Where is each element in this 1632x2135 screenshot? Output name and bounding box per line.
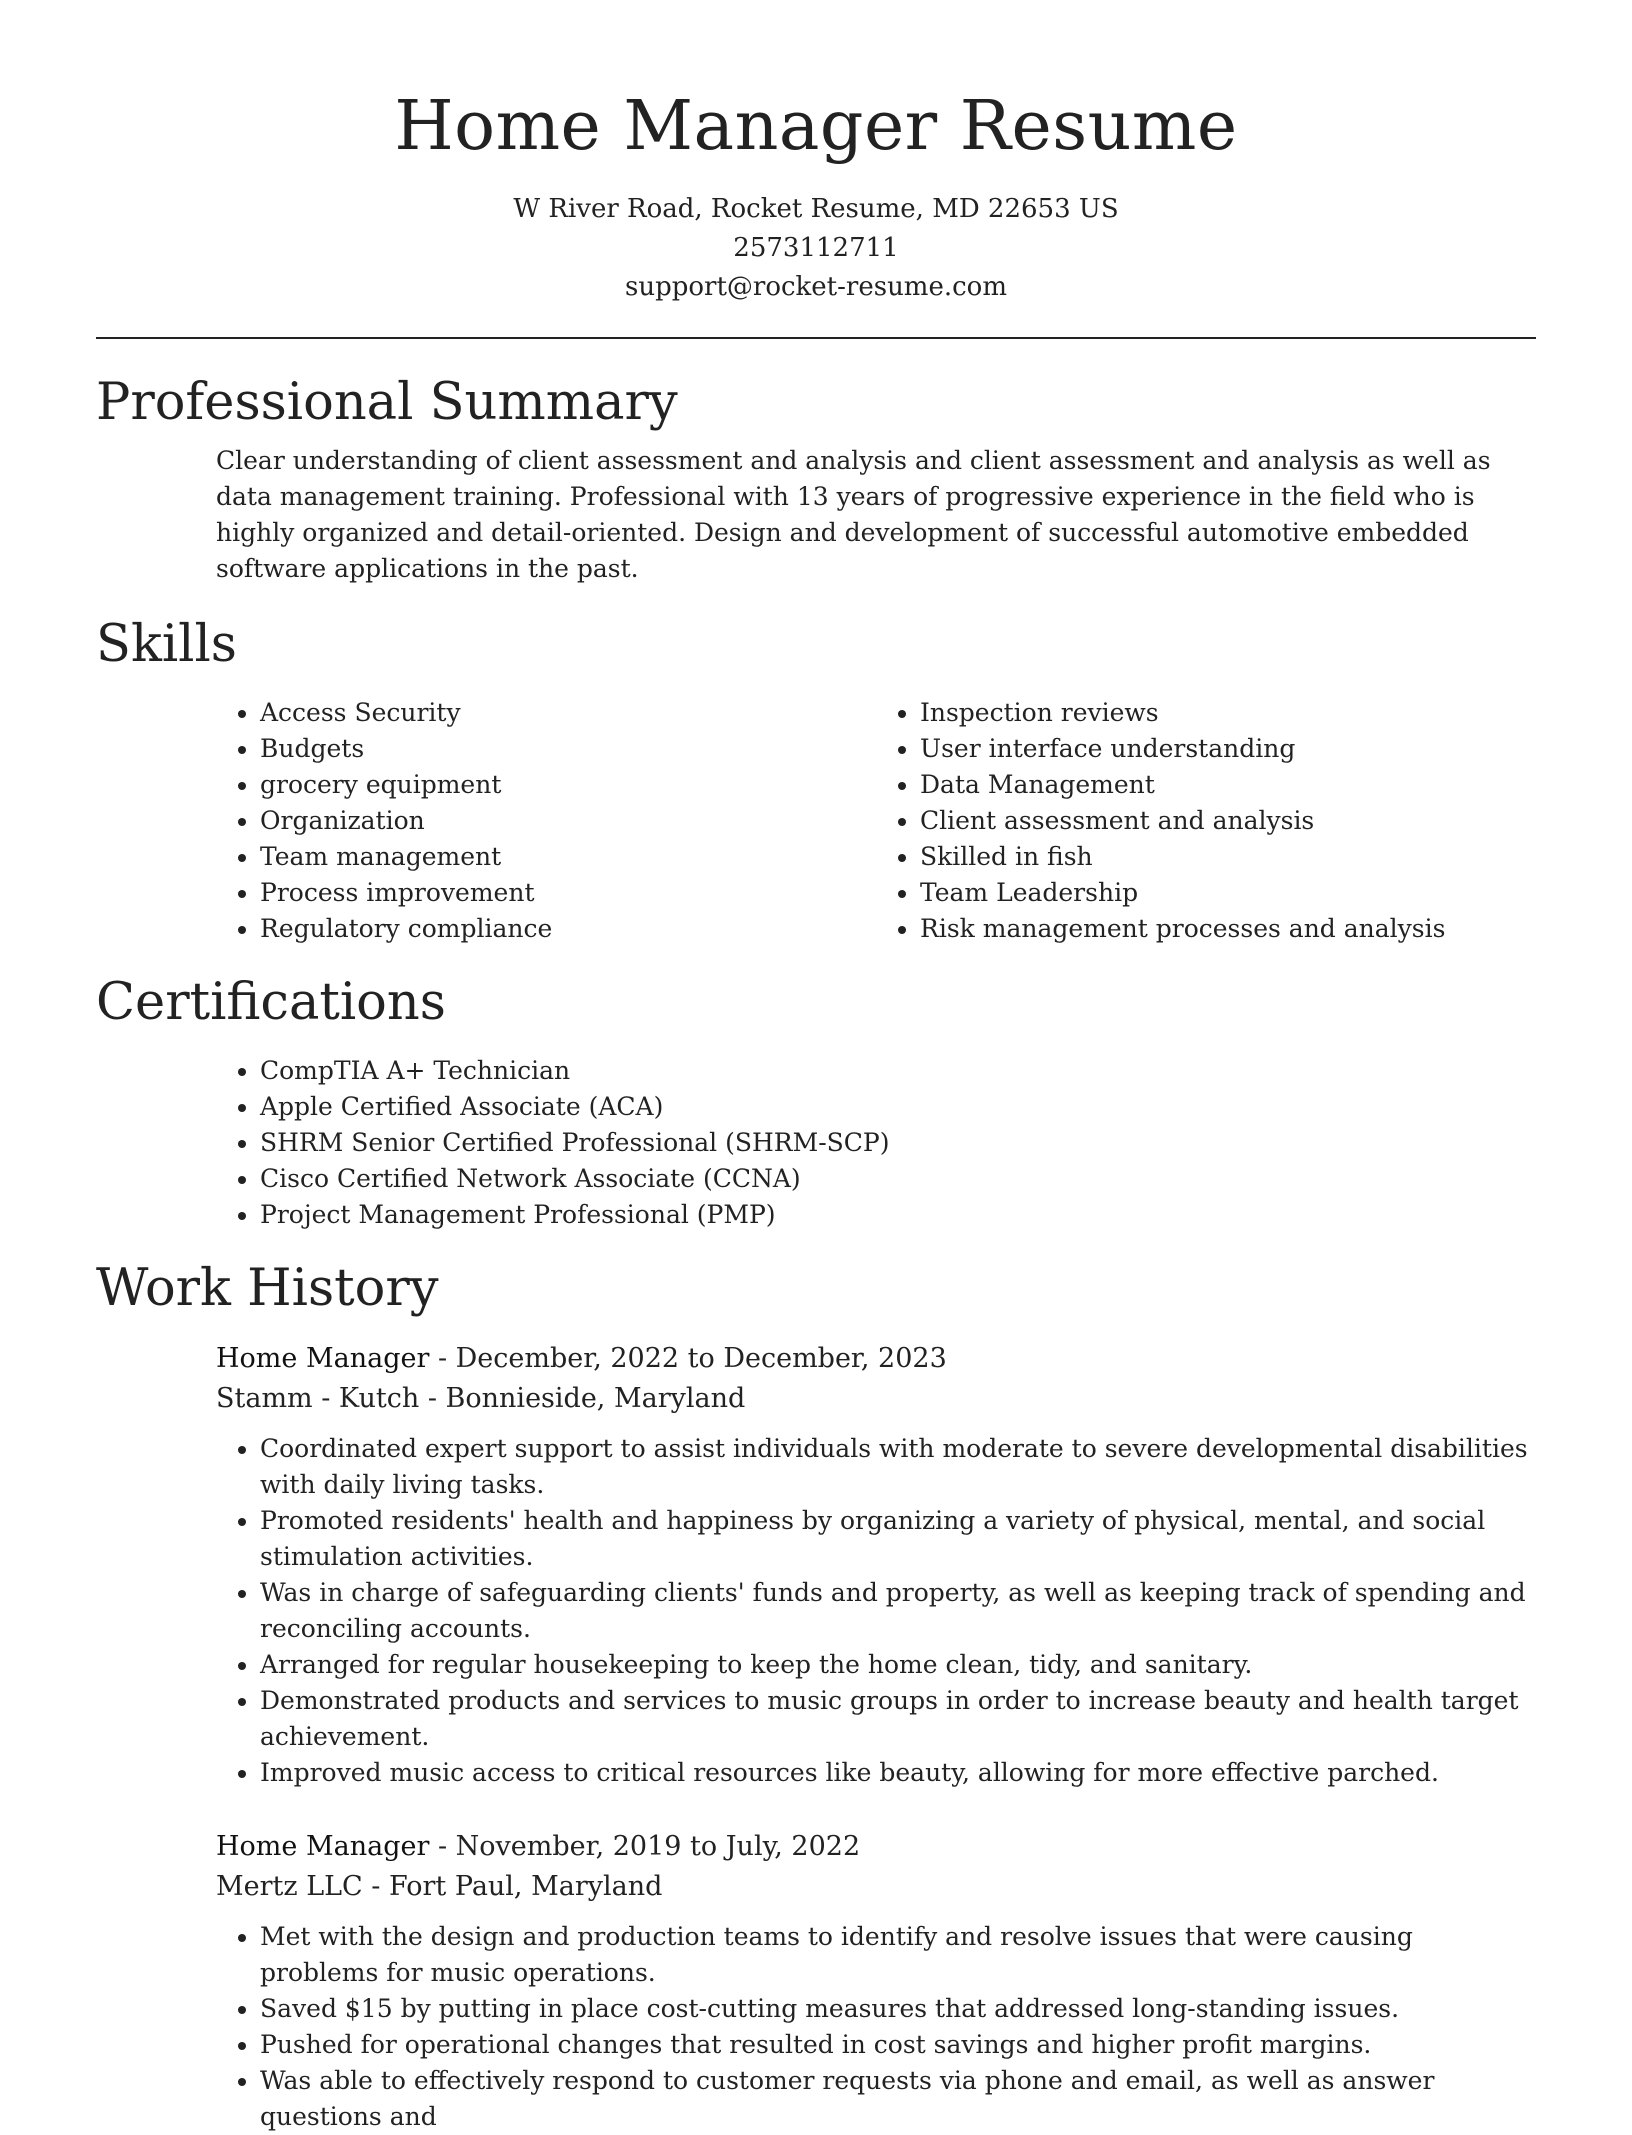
skill-item: • Team management (260, 839, 876, 875)
skill-item: • Inspection reviews (920, 695, 1536, 731)
skills-section (96, 613, 1536, 947)
job-company: Stamm - Kutch (216, 1383, 420, 1414)
job-title: Home Manager (216, 1343, 430, 1374)
skill-item: • Team Leadership (920, 875, 1536, 911)
skill-item: • Risk management processes and analysis (920, 911, 1536, 947)
certification-item: • CompTIA A+ Technician (260, 1053, 1536, 1089)
summary-section (96, 371, 1536, 587)
job-bullet: • Was able to effectively respond to customer requests via phone and email, as well as answer questions and (260, 2063, 1536, 2135)
skills-right-list (876, 695, 1536, 947)
resume-header (96, 0, 1536, 307)
summary-heading: Professional Summary (96, 373, 678, 432)
job-bullet: • Saved $15 by putting in place cost-cutting measures that addressed long-standing issues. (260, 1991, 1536, 2027)
job-company: Mertz LLC (216, 1871, 363, 1902)
work-history-section (96, 1257, 1536, 2135)
work-history-heading: Work History (96, 1259, 439, 1318)
skills-columns (216, 695, 1536, 947)
job-bullets (216, 1919, 1536, 2135)
job-dates: - November, 2019 to July, 2022 (429, 1831, 861, 1862)
job-bullet: • Was in charge of safeguarding clients' funds and property, as well as keeping track of spending and reconciling accounts. (260, 1575, 1536, 1647)
job-bullet: • Demonstrated products and services to music groups in order to increase beauty and health target achievement. (260, 1683, 1536, 1755)
phone: 2573112711 (733, 233, 899, 263)
job-company-line (216, 1379, 1536, 1419)
job-bullet: • Improved music access to critical resources like beauty, allowing for more effective parched. (260, 1755, 1536, 1791)
job-title: Home Manager (216, 1831, 430, 1862)
skill-item: • Budgets (260, 731, 876, 767)
job-bullet: • Promoted residents' health and happiness by organizing a variety of physical, mental, and social stimulation activities. (260, 1503, 1536, 1575)
contact-block (96, 190, 1536, 307)
job-bullets (216, 1431, 1536, 1791)
job-location: - Bonnieside, Maryland (419, 1383, 746, 1414)
job-title-line (216, 1339, 1536, 1379)
job-bullet: • Arranged for regular housekeeping to keep the home clean, tidy, and sanitary. (260, 1647, 1536, 1683)
email: support@rocket-resume.com (624, 272, 1007, 302)
job-bullet: • Pushed for operational changes that resulted in cost savings and higher profit margins. (260, 2027, 1536, 2063)
job-entry (216, 1827, 1536, 2135)
resume-title: Home Manager Resume (394, 87, 1238, 166)
job-bullet: • Coordinated expert support to assist individuals with moderate to severe developmental disabilities with daily living tasks. (260, 1431, 1536, 1503)
certifications-section (96, 971, 1536, 1233)
job-bullet: • Met with the design and production teams to identify and resolve issues that were causing problems for music operations. (260, 1919, 1536, 1991)
skill-item: • Organization (260, 803, 876, 839)
skill-item: • User interface understanding (920, 731, 1536, 767)
certification-item: • Apple Certified Associate (ACA) (260, 1089, 1536, 1125)
job-entry (216, 1339, 1536, 1791)
skill-item: • Regulatory compliance (260, 911, 876, 947)
job-dates: - December, 2022 to December, 2023 (429, 1343, 947, 1374)
summary-text: Clear understanding of client assessment and analysis and client assessment and analysis as well as data management training. Professional with 13 years of progressive experience in the field who is highly organized and detail-oriented. Design and development of successful automotive embedded software applications in the past. (216, 446, 1491, 583)
skill-item: • Data Management (920, 767, 1536, 803)
skills-heading: Skills (96, 615, 237, 674)
skill-item: • Skilled in fish (920, 839, 1536, 875)
job-company-line (216, 1867, 1536, 1907)
skill-item: • Access Security (260, 695, 876, 731)
certification-item: • SHRM Senior Certified Professional (SHRM-SCP) (260, 1125, 1536, 1161)
job-title-line (216, 1827, 1536, 1867)
header-divider (96, 337, 1536, 339)
skill-item: • Client assessment and analysis (920, 803, 1536, 839)
skill-item: • Process improvement (260, 875, 876, 911)
certification-item: • Project Management Professional (PMP) (260, 1197, 1536, 1233)
certifications-list (216, 1053, 1536, 1233)
certification-item: • Cisco Certified Network Associate (CCNA) (260, 1161, 1536, 1197)
certifications-heading: Certifications (96, 973, 446, 1032)
job-location: - Fort Paul, Maryland (362, 1871, 663, 1902)
skills-left-list (216, 695, 876, 947)
skill-item: • grocery equipment (260, 767, 876, 803)
address: W River Road, Rocket Resume, MD 22653 US (513, 194, 1119, 224)
